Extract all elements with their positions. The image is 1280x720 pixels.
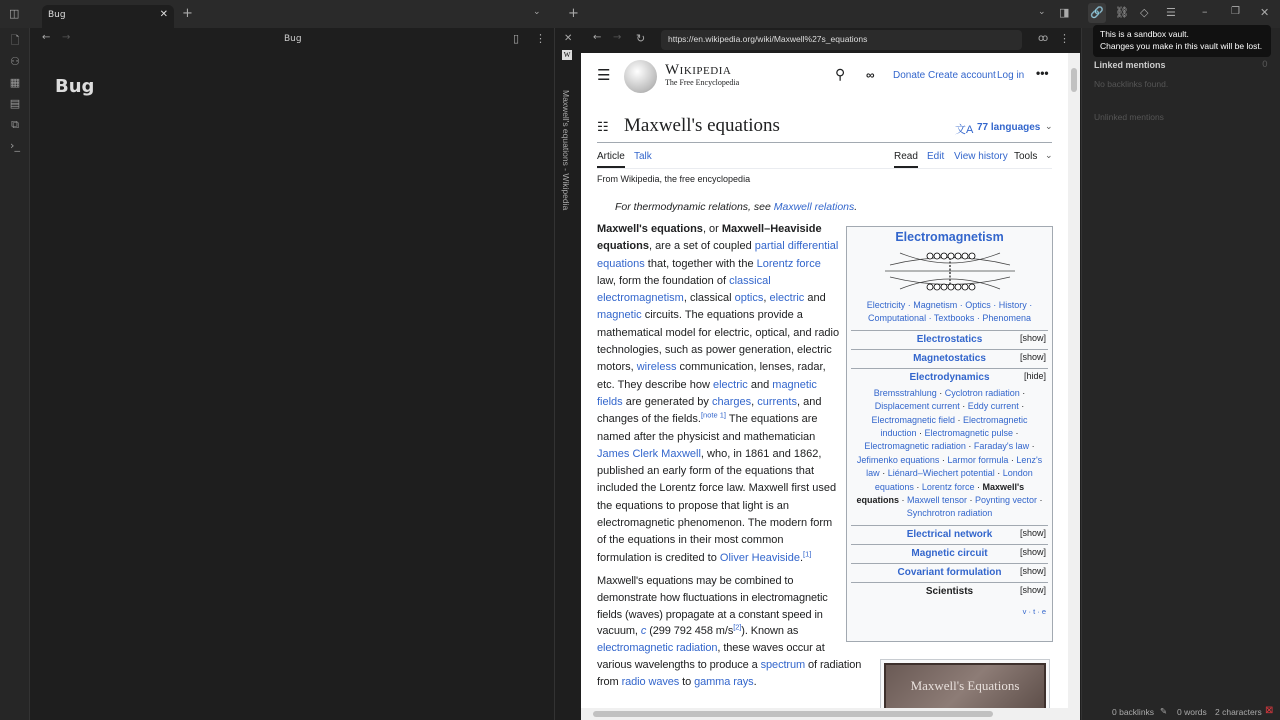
text-segment: , and changes of the fields. <box>597 395 822 426</box>
tab-article[interactable]: Article <box>597 151 625 168</box>
text-segment: circuits. The equations provide a mathematical model for electric, optical, and radio technologies, such as power generation, electric motors, <box>597 309 840 374</box>
text-segment: of radiation from <box>597 658 862 688</box>
backlinks-icon[interactable]: 🔗 <box>1088 3 1106 23</box>
tab-label: Bug <box>48 10 66 20</box>
infobox-section[interactable] <box>851 563 1048 582</box>
infobox-link[interactable]: Maxwell's equations <box>856 481 1025 506</box>
text-segment: and <box>804 292 826 305</box>
section-label[interactable]: Scientists <box>925 585 974 597</box>
tab-read[interactable]: Read <box>894 151 918 168</box>
vte-links[interactable]: v · t · e <box>1022 606 1046 616</box>
wiki-link[interactable]: radio waves <box>621 675 680 688</box>
back-icon[interactable]: ← <box>42 32 51 43</box>
infobox-topics[interactable]: Electricity · Magnetism · Optics · History · Computational · Textbooks · Phenomena <box>866 300 1033 324</box>
citation-link[interactable]: [1] <box>803 548 812 558</box>
create-account-link[interactable]: Create account <box>928 70 996 81</box>
linked-mentions-header[interactable]: Linked mentions <box>1094 60 1166 70</box>
languages-chevron-icon: ⌄ <box>1045 121 1053 131</box>
search-icon[interactable]: ⚲ <box>835 66 846 82</box>
more-options-icon[interactable]: ⋮ <box>535 32 546 45</box>
tooltip-line-1: This is a sandbox vault. <box>1100 29 1189 39</box>
infobox-link[interactable]: London equations <box>874 468 1033 492</box>
web-back-icon[interactable]: ← <box>593 32 602 43</box>
toc-icon[interactable]: ☷ <box>597 119 609 134</box>
sync-error-icon[interactable]: ⊠ <box>1265 705 1274 716</box>
electromagnet-diagram <box>885 245 1015 297</box>
section-toggle[interactable]: [show] <box>1019 546 1046 557</box>
infobox-link[interactable]: Poynting vector <box>975 495 1038 506</box>
text-segment: . <box>799 551 804 564</box>
text-segment: Maxwell–Heaviside equations <box>597 223 822 253</box>
wiki-link[interactable]: c <box>640 625 647 638</box>
wikipedia-page <box>581 53 1068 708</box>
wiki-link[interactable]: James Clerk Maxwell <box>597 447 701 460</box>
maxwell-plaque-image[interactable] <box>880 659 1050 708</box>
note-header-title[interactable]: Bug <box>284 34 302 44</box>
infobox-link[interactable]: Lenz's law <box>866 454 1043 479</box>
note-title[interactable]: Bug <box>55 76 95 97</box>
vertical-tab-strip <box>556 50 578 720</box>
web-viewer-pane <box>556 28 1080 720</box>
section-label[interactable]: Electrostatics <box>916 333 983 345</box>
citation-link[interactable]: [2] <box>733 622 742 632</box>
lead-paragraph-1 <box>597 221 840 567</box>
infobox-section[interactable] <box>851 582 1048 601</box>
sidebar-toggle-icon[interactable]: ◫ <box>9 7 20 20</box>
infobox-section[interactable] <box>851 368 1048 387</box>
text-segment: . <box>854 201 858 213</box>
wiki-link[interactable]: wireless <box>636 361 677 374</box>
new-tab-icon[interactable]: + <box>182 6 193 21</box>
daily-note-calendar-icon[interactable]: ▤ <box>9 97 21 110</box>
wiki-link[interactable]: Oliver Heaviside <box>719 551 800 564</box>
edit-pencil-icon[interactable]: ✎ <box>1160 706 1168 716</box>
backlinks-count[interactable]: 0 backlinks <box>1112 707 1155 717</box>
infobox-link[interactable]: Electromagnetic pulse <box>924 428 1014 439</box>
wikipedia-favicon-icon: W <box>563 51 571 59</box>
text-segment: , who, in 1861 and 1862, published an early form of the equations that included the Lorentz force law. Maxwell first used the equations to propose that light is an electromagnetic phenomenon. The modern form of the equations in their most common formulation is credited to <box>597 447 837 564</box>
close-web-tab-icon[interactable]: ✕ <box>564 33 573 44</box>
languages-button[interactable]: 77 languages <box>977 122 1041 133</box>
tooltip-line-2: Changes you make in this vault will be lost. <box>1100 41 1263 51</box>
reader-mode-icon[interactable]: ꝏ <box>1038 33 1049 44</box>
close-tab-icon[interactable]: ✕ <box>159 9 168 20</box>
web-more-icon[interactable]: ⋮ <box>1059 32 1070 45</box>
log-in-link[interactable]: Log in <box>997 70 1025 81</box>
text-segment: to <box>679 675 695 688</box>
text-segment: The equations are named after the physicist and mathematician <box>597 413 818 443</box>
infobox-section[interactable] <box>851 330 1048 349</box>
outline-icon[interactable]: ☰ <box>1166 6 1176 19</box>
infobox-link[interactable]: Jefimenko equations <box>856 454 940 465</box>
open-quick-switcher-icon[interactable]: 🗋 <box>10 34 20 47</box>
wikipedia-globe-logo[interactable] <box>624 60 657 93</box>
section-toggle[interactable]: [show] <box>1019 351 1046 362</box>
text-segment: For thermodynamic relations, see <box>615 201 774 213</box>
hatnote <box>615 199 895 216</box>
wiki-link[interactable]: optics <box>734 292 764 305</box>
infobox-link[interactable]: Faraday's law <box>973 441 1030 452</box>
infobox-link[interactable]: Maxwell tensor <box>906 495 967 506</box>
infobox-link[interactable]: Electromagnetic field <box>871 414 955 425</box>
infobox-electromagnetism <box>846 226 1053 642</box>
text-segment: ). Known as <box>741 625 799 638</box>
section-label[interactable]: Magnetostatics <box>913 352 986 364</box>
section-toggle[interactable]: [show] <box>1019 332 1046 343</box>
forward-icon[interactable]: → <box>62 32 71 43</box>
close-window-icon[interactable]: ✕ <box>1260 6 1270 19</box>
plaque-text: Maxwell's Equations <box>884 663 1046 708</box>
section-toggle[interactable]: [hide] <box>1023 370 1046 381</box>
right-sidebar-backlinks <box>1081 28 1280 720</box>
lead-paragraph-2 <box>597 573 877 691</box>
wiki-link[interactable]: Lorentz force <box>756 257 821 270</box>
electrodynamics-list: Bremsstrahlung · Cyclotron radiation · Displacement current · Eddy current · Electromagnetic field · Electromagnetic induction · Electromagnetic pulse · Electromagnetic radiation · Faraday's law · Jefimenko equations · Larmor formula · Lenz's law · Liénard–Wiechert potential · London equations · Lorentz force · Maxwell's equations · Maxwell tensor · Poynting vector · Synchrotron radiation <box>856 387 1043 519</box>
reload-icon[interactable]: ↻ <box>636 32 646 45</box>
outgoing-links-icon[interactable]: ⛓ <box>1115 6 1129 19</box>
text-segment: , <box>751 395 758 408</box>
vertical-tab-title[interactable]: Maxwell's equations - Wikipedia <box>561 90 571 211</box>
tab-talk[interactable]: Talk <box>634 151 652 162</box>
maximize-icon[interactable]: ❐ <box>1231 6 1240 17</box>
url-input[interactable]: https://en.wikipedia.org/wiki/Maxwell%27s_equations <box>661 30 1022 50</box>
tools-menu[interactable]: Tools <box>1014 151 1038 162</box>
tools-chevron-icon: ⌄ <box>1045 150 1053 160</box>
text-segment: , <box>763 292 770 305</box>
sandbox-tooltip <box>1093 25 1271 57</box>
section-label[interactable]: Electrodynamics <box>909 371 990 383</box>
infobox-link[interactable]: Eddy current <box>967 401 1019 412</box>
web-forward-icon[interactable]: → <box>613 32 622 43</box>
text-segment: Maxwell's equations <box>597 223 703 235</box>
status-bar <box>1104 704 1280 720</box>
infobox-link[interactable]: Displacement current <box>874 401 960 412</box>
canvas-icon[interactable]: ▦ <box>9 76 21 89</box>
section-toggle[interactable]: [show] <box>1019 584 1046 595</box>
main-menu-icon[interactable]: ☰ <box>597 67 611 84</box>
reading-view-icon[interactable]: ▯ <box>513 32 520 45</box>
wiki-link[interactable]: gamma rays <box>694 675 754 688</box>
section-toggle[interactable]: [show] <box>1019 527 1046 538</box>
text-segment: , these waves occur at various wavelengths to produce a <box>597 642 825 671</box>
infobox-section[interactable] <box>851 525 1048 544</box>
text-segment: . <box>753 675 757 688</box>
tags-icon[interactable]: ◇ <box>1140 6 1149 19</box>
tab-edit[interactable]: Edit <box>927 151 945 162</box>
citation-link[interactable]: [note 1] <box>700 410 726 420</box>
more-icon[interactable]: ••• <box>1036 66 1049 80</box>
wiki-link[interactable]: magnetic <box>597 309 642 322</box>
wiki-link[interactable]: electromagnetic radiation <box>597 642 718 655</box>
wiki-link[interactable]: electric <box>712 378 748 391</box>
graph-view-icon[interactable]: ⚇ <box>10 55 20 68</box>
infobox-link[interactable]: Lorentz force <box>921 481 975 492</box>
infobox-link[interactable]: Larmor formula <box>947 454 1009 465</box>
text-segment: are generated by <box>622 395 712 408</box>
wiki-link[interactable]: electric <box>769 292 805 305</box>
character-count: 2 characters <box>1215 707 1262 717</box>
title-bar <box>0 0 1280 28</box>
language-icon[interactable]: 文A <box>955 124 974 136</box>
appearance-icon[interactable]: ∞ <box>866 68 875 82</box>
wiki-link[interactable]: Maxwell relations <box>773 201 855 213</box>
infobox-section[interactable] <box>851 544 1048 563</box>
infobox-section[interactable] <box>851 349 1048 368</box>
infobox-link[interactable]: Synchrotron radiation <box>906 508 993 519</box>
infobox-link[interactable]: Cyclotron radiation <box>944 387 1020 398</box>
wikipedia-wordmark[interactable]: Wikipedia <box>665 62 732 78</box>
text-segment: law, form the foundation of <box>597 274 730 287</box>
horizontal-scrollbar[interactable] <box>581 708 1080 720</box>
infobox-link[interactable]: Liénard–Wiechert potential <box>887 468 995 479</box>
terminal-icon[interactable]: ›_ <box>10 139 20 152</box>
donate-link[interactable]: Donate <box>893 70 926 81</box>
tab-view-history[interactable]: View history <box>954 151 1008 162</box>
right-sidebar-toggle-icon[interactable]: ◨ <box>1059 6 1070 19</box>
wiki-link[interactable]: classical electromagnetism <box>597 274 771 305</box>
chevron-down-icon[interactable]: ⌄ <box>1038 7 1046 17</box>
tab-bug[interactable] <box>42 5 174 28</box>
page-title: Maxwell's equations <box>624 115 780 136</box>
vertical-scrollbar[interactable] <box>1068 53 1080 708</box>
infobox-link[interactable]: Electromagnetic radiation <box>864 441 966 452</box>
infobox-link[interactable]: Electromagnetic induction <box>880 414 1028 439</box>
text-segment: communication, lenses, radar, etc. They describe how <box>597 361 826 391</box>
wiki-link[interactable]: currents <box>757 395 797 408</box>
from-wikipedia-tagline: From Wikipedia, the free encyclopedia <box>597 174 751 184</box>
text-segment: that, together with the <box>644 257 757 270</box>
infobox-title[interactable]: Electromagnetism <box>895 230 1004 244</box>
new-tab-icon-2[interactable]: + <box>568 6 579 21</box>
text-segment: , are a set of coupled <box>648 240 755 253</box>
wikipedia-tagline: The Free Encyclopedia <box>665 78 740 87</box>
section-label[interactable]: Magnetic circuit <box>911 547 988 559</box>
tab-list-chevron-icon[interactable]: ⌄ <box>533 7 541 17</box>
infobox-link[interactable]: Bremsstrahlung <box>873 387 937 398</box>
unlinked-mentions-header[interactable]: Unlinked mentions <box>1094 112 1164 122</box>
wiki-link[interactable]: partial differential equations <box>597 240 839 270</box>
text-segment: and <box>747 378 773 391</box>
text-segment: , or <box>702 223 722 235</box>
note-pane <box>30 28 555 720</box>
left-ribbon <box>0 28 30 720</box>
section-toggle[interactable]: [show] <box>1019 565 1046 576</box>
wiki-link[interactable]: magnetic fields <box>597 378 817 408</box>
wiki-link[interactable]: charges <box>711 395 752 408</box>
minimize-icon[interactable]: – <box>1202 5 1208 18</box>
text-segment: Maxwell's equations may be combined to demonstrate how fluctuations in electromagnetic fields (waves) propagate at a constant speed in vacuum, <box>597 575 828 638</box>
wiki-link[interactable]: spectrum <box>760 658 806 671</box>
text-segment: , classical <box>683 292 735 305</box>
word-count: 0 words <box>1177 707 1207 717</box>
linked-mentions-count: 0 <box>1262 60 1268 70</box>
no-backlinks-text: No backlinks found. <box>1094 79 1169 89</box>
text-segment: (299 792 458 m/s <box>646 625 734 638</box>
section-label[interactable]: Electrical network <box>906 528 993 540</box>
templates-icon[interactable]: ⧉ <box>11 118 19 131</box>
section-label[interactable]: Covariant formulation <box>897 566 1002 578</box>
